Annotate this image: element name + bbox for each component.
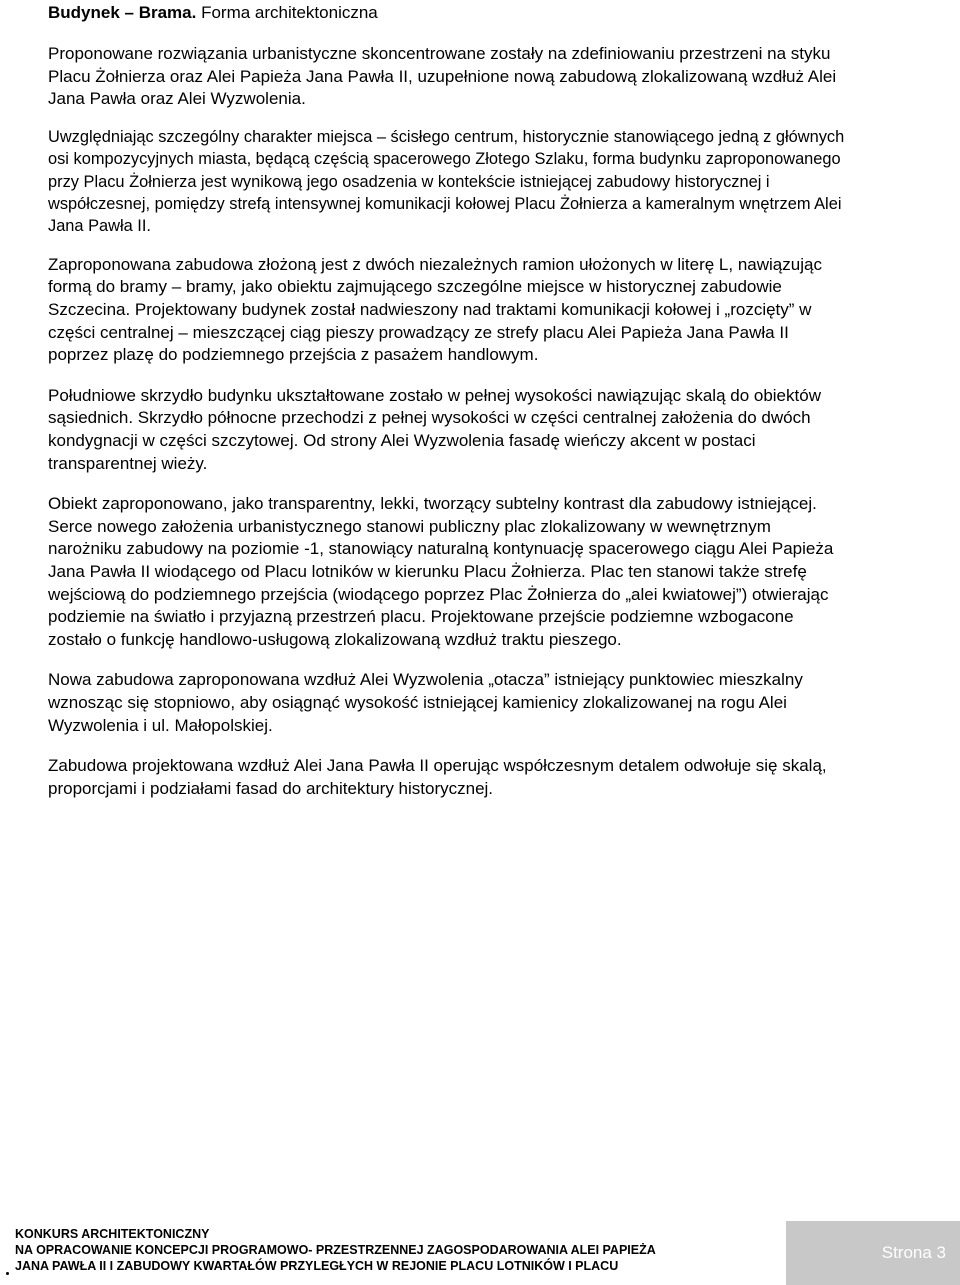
paragraph-6: Nowa zabudowa zaproponowana wzdłuż Alei Wyzwolenia „otacza” istniejący punktowiec mieszkalny wznosząc się stopniowo, aby osiągnąć wysokość istniejącej kamienicy zlokalizowanej na rogu Alei Wyzwolenia i ul. Małopolskiej. bbox=[48, 670, 803, 735]
section-title-rest: Forma architektoniczna bbox=[196, 3, 378, 22]
paragraph-7: Zabudowa projektowana wzdłuż Alei Jana Pawła II operując współczesnym detalem odwołuje się skalą, proporcjami i podziałami fasad do architektury historycznej. bbox=[48, 756, 827, 798]
paragraph-3: Zaproponowana zabudowa złożoną jest z dwóch niezależnych ramion ułożonych w literę L, nawiązując formą do bramy – bramy, jako obiektu zajmującego szczególne miejsce w historycznej zabudowie Szczecina. Projektowany budynek został nadwieszony nad traktami komunikacji kołowej i „rozcięty” w części centralnej – mieszczącej ciąg pieszy prowadzący ze strefy placu Alei Papieża Jana Pawła II poprzez plazę do podziemnego przejścia z pasażem handlowym. bbox=[48, 254, 822, 365]
paragraph-1: Proponowane rozwiązania urbanistyczne skoncentrowane zostały na zdefiniowaniu przestrzeni na styku Placu Żołnierza oraz Alei Papieża Jana Pawła II, uzupełnione nową zabudową zlokalizowaną wzdłuż Alei Jana Pawła oraz Alei Wyzwolenia. bbox=[48, 44, 837, 109]
page-number-label: Strona 3 bbox=[881, 1243, 946, 1262]
page-footer bbox=[0, 1219, 960, 1285]
paragraph-5: Obiekt zaproponowano, jako transparentny, lekki, tworzący subtelny kontrast dla zabudowy istniejącej. Serce nowego założenia urbanistycznego stanowi publiczny plac zlokalizowany w wewnętrznym narożniku zabudowy na poziomie -1, stanowiący naturalną kontynuację spacerowego ciągu Alei Papieża Jana Pawła II wiodącego od Placu lotników w kierunku Placu Żołnierza. Plac ten stanowi także strefę wejściową do podziemnego przejścia (wiodącego poprzez Plac Żołnierza do „alei kwiatowej”) otwierając podziemie na światło i przyjazną przestrzeń placu. Projektowane przejście podziemne wzbogacone zostało o funkcję handlowo-usługową zlokalizowaną wzdłuż traktu pieszego. bbox=[48, 494, 834, 649]
section-title bbox=[48, 0, 848, 24]
section-title-bold: Budynek – Brama. bbox=[48, 3, 197, 22]
paragraph-4: Południowe skrzydło budynku ukształtowane zostało w pełnej wysokości nawiązując skalą do obiektów sąsiednich. Skrzydło północne przechodzi z pełnej wysokości w części centralnej założenia do dwóch kondygnacji w części szczytowej. Od strony Alei Wyzwolenia fasadę wieńczy akcent w postaci transparentnej wieży. bbox=[48, 385, 821, 473]
document-body bbox=[48, 0, 848, 800]
page-number-box bbox=[786, 1221, 960, 1285]
footer-text-block bbox=[0, 1219, 783, 1285]
footer-bullet-dot bbox=[6, 1272, 9, 1275]
paragraph-2: Uwzględniając szczególny charakter miejsca – ścisłego centrum, historycznie stanowiącego jedną z głównych osi kompozycyjnych miasta, będącą częścią spacerowego Złotego Szlaku, forma budynku zaproponowanego przy Placu Żołnierza jest wynikową jego osadzenia w kontekście istniejącej zabudowy historycznej i współczesnej, pomiędzy strefą intensywnej komunikacji kołowej Placu Żołnierza a kameralnym wnętrzem Alei Jana Pawła II. bbox=[48, 127, 845, 236]
footer-line-1: KONKURS ARCHITEKTONICZNY bbox=[15, 1227, 210, 1241]
footer-line-3: JANA PAWŁA II I ZABUDOWY KWARTAŁÓW PRZYLEGŁYCH W REJONIE PLACU LOTNIKÓW I PLACU bbox=[15, 1259, 619, 1273]
footer-line-2: NA OPRACOWANIE KONCEPCJI PROGRAMOWO- PRZESTRZENNEJ ZAGOSPODAROWANIA ALEI PAPIEŻA bbox=[15, 1243, 656, 1257]
